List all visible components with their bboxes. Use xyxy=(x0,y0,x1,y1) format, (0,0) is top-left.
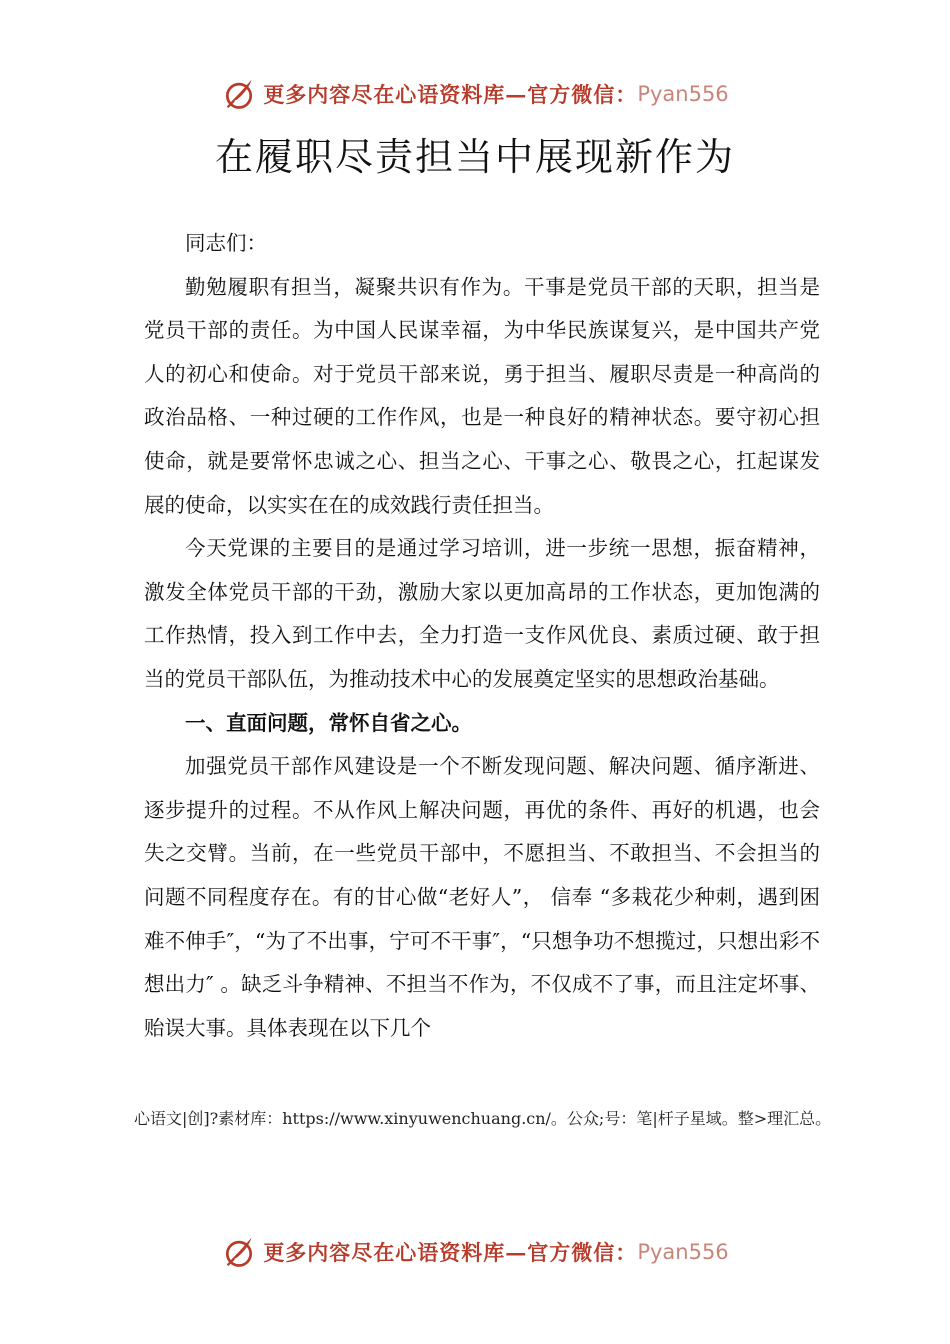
header-banner xyxy=(0,72,950,116)
footer-source-note: 心语文|创]?素材库：https://www.xinyuwenchuang.cn/。公众;号：笔|杆子星域。整>理汇总。 xyxy=(134,1109,832,1128)
section-heading: 一、直面问题，常怀自省之心。 xyxy=(185,710,472,735)
banner-wechat-id: Pyan556 xyxy=(637,1240,729,1264)
footer-banner xyxy=(0,1230,950,1274)
banner-text: 更多内容尽在心语资料库—官方微信： xyxy=(263,82,638,107)
document-title: 在履职尽责担当中展现新作为 xyxy=(214,135,735,179)
banner-text: 更多内容尽在心语资料库—官方微信： xyxy=(263,1240,638,1265)
quill-pen-logo-icon xyxy=(221,1234,257,1270)
document-body xyxy=(144,222,820,1050)
salutation: 同志们： xyxy=(185,231,267,255)
section-paragraph: 加强党员干部作风建设是一个不断发现问题、解决问题、循序渐进、逐步提升的过程。不从作风上解决问题，再优的条件、再好的机遇，也会失之交臂。当前，在一些党员干部中，不愿担当、不敢担当、不会担当的问题不同程度存在。有的甘心做“老好人”， 信奉 “多栽花少种刺，遇到困难不伸手″，“为了不出事，宁可不干事″，“只想争功不想揽过，只想出彩不想出力″ 。缺乏斗争精神、不担当不作为，不仅成不了事，而且注定坏事、贻误大事。具体表现在以下几个 xyxy=(144,754,820,1040)
quill-pen-logo-icon xyxy=(221,76,257,112)
paragraph-1: 勤勉履职有担当，凝聚共识有作为。干事是党员干部的天职，担当是党员干部的责任。为中国人民谋幸福，为中华民族谋复兴，是中国共产党人的初心和使命。对于党员干部来说，勇于担当、履职尽责是一种高尚的政治品格、一种过硬的工作作风，也是一种良好的精神状态。要守初心担使命，就是要常怀忠诚之心、担当之心、干事之心、敬畏之心，扛起谋发展的使命，以实实在在的成效践行责任担当。 xyxy=(144,274,820,517)
banner-wechat-id: Pyan556 xyxy=(637,82,729,106)
paragraph-2: 今天党课的主要目的是通过学习培训，进一步统一思想，振奋精神，激发全体党员干部的干劲，激励大家以更加高昂的工作状态，更加饱满的工作热情，投入到工作中去，全力打造一支作风优良、素质过硬、敢于担当的党员干部队伍，为推动技术中心的发展奠定坚实的思想政治基础。 xyxy=(144,536,820,691)
